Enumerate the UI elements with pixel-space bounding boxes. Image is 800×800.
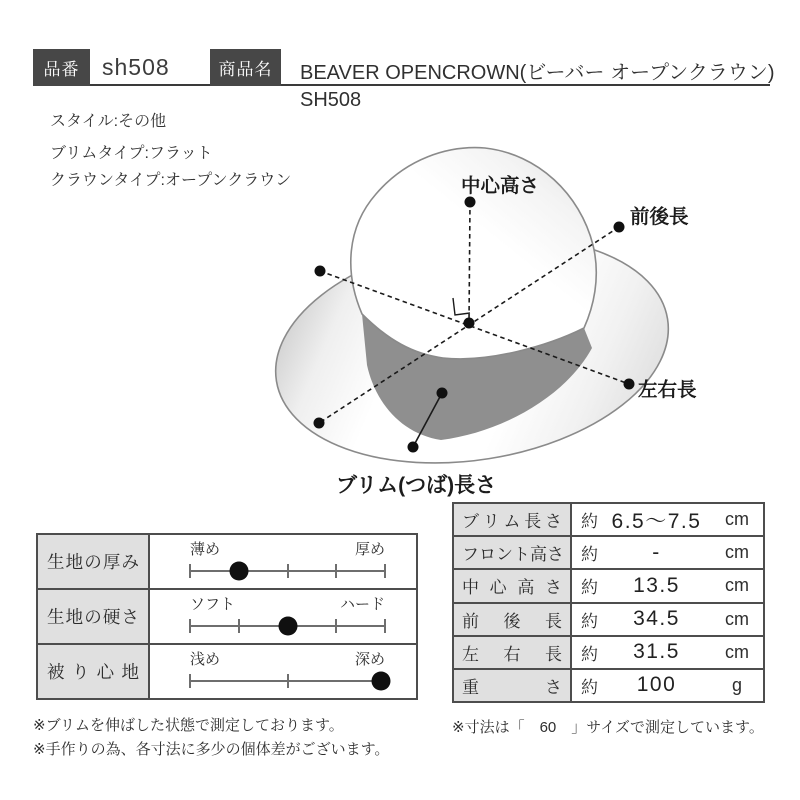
footnotes-left bbox=[33, 714, 389, 762]
meas-label-weight: 重 さ bbox=[454, 670, 572, 701]
spec-brim-type: ブリムタイプ:フラット bbox=[50, 145, 213, 162]
meas-label-front-height: フ ロ ン ト 高 さ bbox=[454, 537, 572, 568]
slider-max-label: 厚め bbox=[354, 541, 385, 558]
slider-track bbox=[190, 673, 385, 688]
header-divider bbox=[33, 84, 770, 86]
slider-min-label: 浅め bbox=[190, 651, 221, 668]
table-row bbox=[454, 537, 763, 570]
spec-crown-type: クラウンタイプ:オープンクラウン bbox=[50, 172, 292, 189]
item-number-label: 品番 bbox=[43, 60, 80, 79]
meas-label-left-right: 左 右 長 bbox=[454, 637, 572, 668]
product-name-label: 商品名 bbox=[218, 60, 273, 79]
table-row bbox=[38, 535, 416, 590]
footnote: ※ブリムを伸ばした状態で測定しております。 bbox=[33, 717, 344, 734]
table-row bbox=[38, 590, 416, 645]
slider-dot bbox=[372, 671, 391, 690]
footnote: ※手作りの為、各寸法に多少の個体差がございます。 bbox=[33, 741, 390, 758]
meas-value-cell: 約 - cm bbox=[581, 540, 749, 565]
front-back-label: 前後長 bbox=[630, 206, 689, 228]
product-name-label-box bbox=[210, 49, 281, 86]
fabric-attributes-table bbox=[36, 533, 418, 700]
meas-value-cell: 約 31.5 cm bbox=[581, 640, 749, 664]
meas-label-brim: ブ リ ム 長 さ bbox=[454, 504, 572, 535]
brim-length-label: ブリム(つば)長さ bbox=[336, 474, 497, 497]
meas-value-cell: 約 100 g bbox=[581, 673, 742, 697]
attr-label-stiffness: 生 地 の 硬 さ bbox=[38, 590, 150, 643]
footnote-size-basis: ※寸法は「 60 」サイズで測定しています。 bbox=[452, 719, 764, 736]
hat-measurement-diagram bbox=[248, 132, 708, 507]
item-number-value: sh508 bbox=[102, 54, 170, 80]
center-height-label: 中心高さ bbox=[460, 175, 540, 197]
slider-min-label: ソフト bbox=[190, 596, 236, 613]
spec-style: スタイル:その他 bbox=[50, 113, 167, 130]
meas-value-cell: 約 13.5 cm bbox=[581, 573, 749, 598]
fit-depth-slider bbox=[150, 645, 416, 698]
table-row bbox=[454, 637, 763, 670]
meas-label-front-back: 前 後 長 bbox=[454, 604, 572, 635]
product-code-value: SH508 bbox=[300, 89, 362, 111]
slider-track bbox=[190, 618, 385, 633]
table-row bbox=[454, 570, 763, 603]
table-row bbox=[454, 604, 763, 637]
attr-label-fit: 被 り 心 地 bbox=[38, 645, 150, 698]
slider-dot bbox=[278, 616, 297, 635]
slider-max-label: ハード bbox=[339, 596, 385, 613]
table-row bbox=[454, 670, 763, 701]
measurements-table bbox=[452, 502, 765, 703]
slider-track bbox=[190, 563, 385, 578]
meas-value-cell: 約 34.5 cm bbox=[581, 607, 749, 631]
left-right-label: 左右長 bbox=[638, 379, 697, 401]
slider-max-label: 深め bbox=[354, 651, 385, 668]
product-name-value: BEAVER OPENCROWN(ビーバー オープンクラウン) bbox=[300, 62, 775, 84]
slider-dot bbox=[229, 561, 248, 580]
item-number-label-box bbox=[33, 49, 90, 86]
table-row bbox=[454, 504, 763, 537]
table-row bbox=[38, 645, 416, 698]
slider-min-label: 薄め bbox=[190, 541, 221, 558]
stiffness-slider bbox=[150, 590, 416, 643]
meas-label-center-height: 中 心 高 さ bbox=[454, 570, 572, 601]
meas-value-cell: 約 6.5〜7.5 cm bbox=[581, 509, 749, 533]
attr-label-thickness: 生 地 の 厚 み bbox=[38, 535, 150, 588]
thickness-slider bbox=[150, 535, 416, 588]
